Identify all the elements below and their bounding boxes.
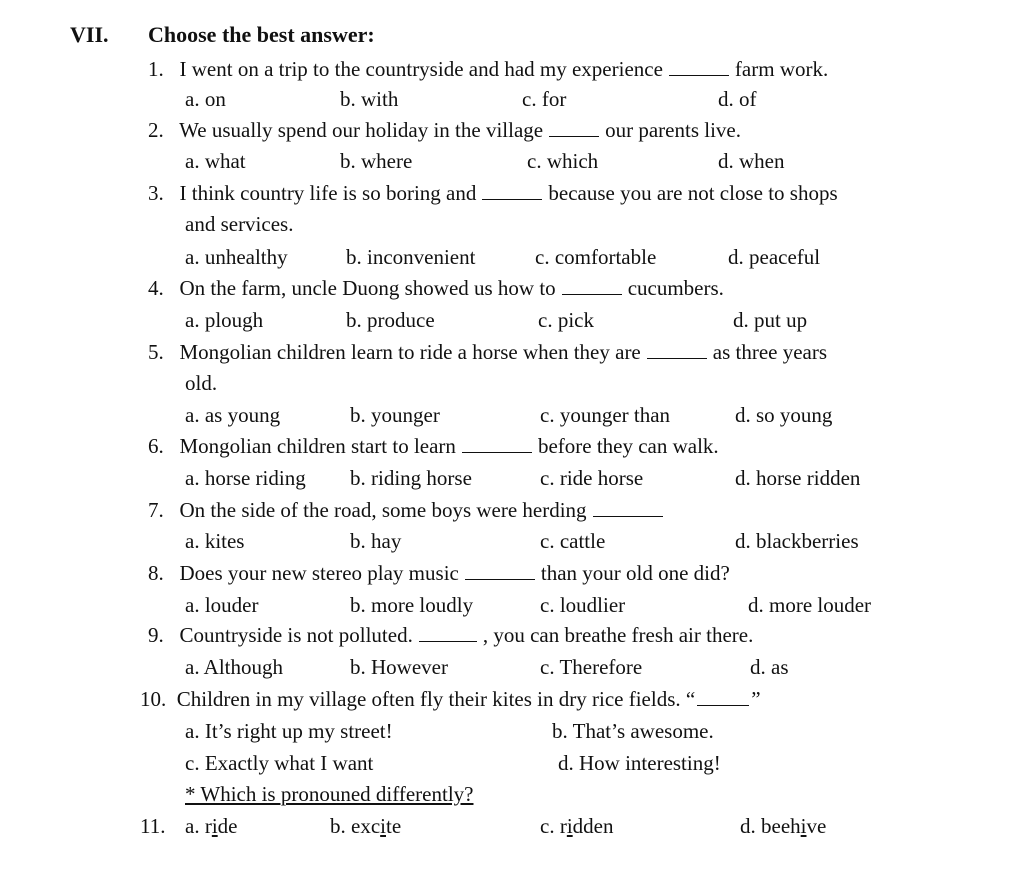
option-b[interactable]: b. hay (350, 529, 402, 553)
option-d[interactable]: d. when (718, 149, 785, 173)
question-9 (148, 622, 753, 648)
question-8 (148, 560, 730, 586)
option-b[interactable]: b. inconvenient (346, 245, 476, 269)
option-c[interactable]: c. which (527, 149, 599, 173)
question-number: 8. (148, 561, 164, 585)
question-text-post: cucumbers. (627, 276, 724, 300)
option-a[interactable]: a. louder (185, 593, 259, 617)
option-a[interactable]: a. It’s right up my street! (185, 719, 393, 743)
section-title: Choose the best answer: (148, 22, 375, 47)
option-d[interactable]: d. How interesting! (558, 751, 721, 775)
pronunciation-heading: * Which is pronouned differently? (185, 782, 474, 806)
option-a[interactable]: a. plough (185, 308, 264, 332)
question-3-continuation: and services. (185, 212, 294, 236)
option-c[interactable]: c. Exactly what I want (185, 751, 374, 775)
question-text-post: because you are not close to shops (548, 181, 838, 205)
question-text-post: farm work. (734, 57, 829, 81)
underlined-letter: i (380, 814, 386, 838)
option-d[interactable]: d. of (718, 87, 757, 111)
option-d[interactable]: d. blackberries (735, 529, 859, 553)
question-6 (148, 433, 719, 459)
option-a[interactable]: a. unhealthy (185, 245, 288, 269)
question-text-pre: We usually spend our holiday in the village (179, 118, 544, 142)
question-11-number: 11. (140, 814, 166, 838)
question-text-post: our parents live. (605, 118, 741, 142)
option-d[interactable]: d. beehive (740, 814, 827, 838)
question-text-pre: On the farm, uncle Duong showed us how to (179, 276, 556, 300)
option-b[interactable]: b. with (340, 87, 399, 111)
option-d[interactable]: d. as (750, 655, 789, 679)
question-text-pre: Children in my village often fly their kites in dry rice fields. “ (176, 687, 696, 711)
question-number: 5. (148, 340, 164, 364)
option-a[interactable]: a. on (185, 87, 226, 111)
underlined-letter: i (211, 814, 218, 838)
question-number: 3. (148, 181, 164, 205)
option-c[interactable]: c. loudlier (540, 593, 626, 617)
question-number: 9. (148, 623, 164, 647)
question-10 (140, 686, 761, 712)
option-d[interactable]: d. peaceful (728, 245, 821, 269)
answer-blank[interactable] (482, 181, 542, 200)
answer-blank[interactable] (669, 57, 729, 76)
answer-blank[interactable] (462, 434, 532, 453)
question-text-pre: On the side of the road, some boys were herding (179, 498, 587, 522)
question-number: 2. (148, 118, 164, 142)
option-d[interactable]: d. horse ridden (735, 466, 861, 490)
question-2 (148, 117, 741, 143)
option-c[interactable]: c. cattle (540, 529, 606, 553)
question-text-post: than your old one did? (540, 561, 730, 585)
option-b[interactable]: b. riding horse (350, 466, 472, 490)
option-b[interactable]: b. younger (350, 403, 440, 427)
option-b[interactable]: b. That’s awesome. (552, 719, 714, 743)
question-text-pre: I think country life is so boring and (179, 181, 477, 205)
question-text-pre: Countryside is not polluted. (179, 623, 413, 647)
question-text-pre: Mongolian children start to learn (179, 434, 456, 458)
question-number: 4. (148, 276, 164, 300)
section-number: VII. (70, 22, 109, 47)
option-d[interactable]: d. so young (735, 403, 833, 427)
underlined-letter: i (800, 814, 807, 838)
answer-blank[interactable] (593, 498, 663, 517)
question-text-pre: Does your new stereo play music (179, 561, 459, 585)
question-text-post: before they can walk. (537, 434, 719, 458)
option-c[interactable]: c. younger than (540, 403, 671, 427)
underlined-letter: i (566, 814, 573, 838)
question-7 (148, 497, 669, 523)
question-number: 6. (148, 434, 164, 458)
option-c[interactable]: c. Therefore (540, 655, 643, 679)
option-a[interactable]: a. horse riding (185, 466, 306, 490)
option-b[interactable]: b. excite (330, 814, 402, 838)
answer-blank[interactable] (549, 118, 599, 137)
question-number: 1. (148, 57, 164, 81)
option-d[interactable]: d. more louder (748, 593, 872, 617)
answer-blank[interactable] (647, 340, 707, 359)
option-a[interactable]: a. kites (185, 529, 245, 553)
question-text-post: , you can breathe fresh air there. (482, 623, 754, 647)
option-a[interactable]: a. what (185, 149, 246, 173)
option-b[interactable]: b. However (350, 655, 448, 679)
option-c[interactable]: c. pick (538, 308, 594, 332)
question-text-post: as three years (712, 340, 828, 364)
option-c[interactable]: c. comfortable (535, 245, 657, 269)
question-text-post: ” (751, 687, 761, 711)
option-a[interactable]: a. ride (185, 814, 238, 838)
question-5 (148, 339, 827, 365)
answer-blank[interactable] (562, 276, 622, 295)
question-5-continuation: old. (185, 371, 218, 395)
option-c[interactable]: c. ride horse (540, 466, 644, 490)
question-4 (148, 275, 724, 301)
question-text-pre: I went on a trip to the countryside and had my experience (179, 57, 663, 81)
option-d[interactable]: d. put up (733, 308, 808, 332)
option-b[interactable]: b. where (340, 149, 413, 173)
question-text-pre: Mongolian children learn to ride a horse when they are (179, 340, 641, 364)
answer-blank[interactable] (465, 561, 535, 580)
answer-blank[interactable] (697, 687, 749, 706)
question-3 (148, 180, 838, 206)
option-c[interactable]: c. ridden (540, 814, 614, 838)
option-c[interactable]: c. for (522, 87, 567, 111)
question-1 (148, 56, 828, 82)
question-number: 7. (148, 498, 164, 522)
answer-blank[interactable] (419, 623, 477, 642)
option-a[interactable]: a. as young (185, 403, 281, 427)
option-b[interactable]: b. more loudly (350, 593, 474, 617)
option-b[interactable]: b. produce (346, 308, 435, 332)
option-a[interactable]: a. Although (185, 655, 283, 679)
question-number: 10. (140, 687, 167, 711)
